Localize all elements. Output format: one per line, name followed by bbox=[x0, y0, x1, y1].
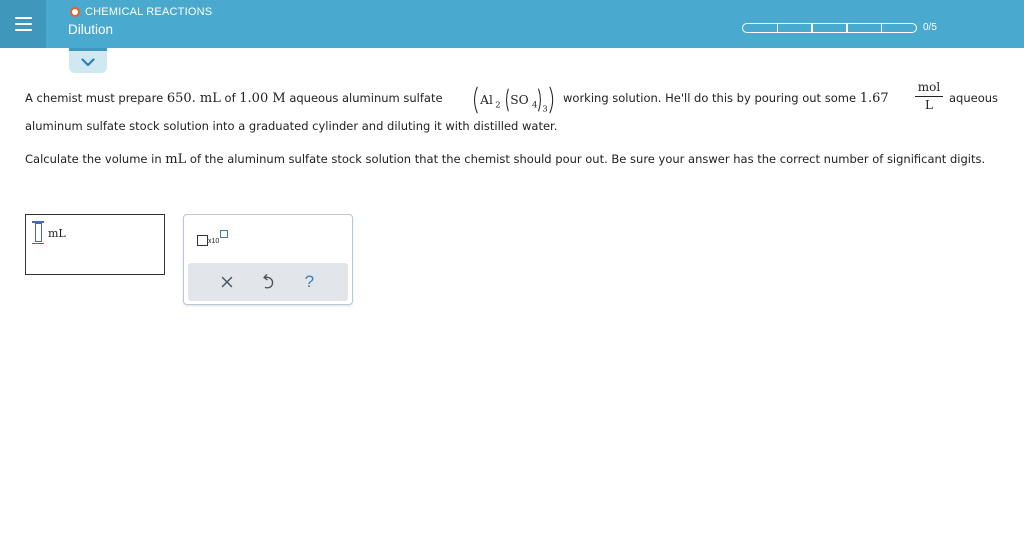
question-line-1: A chemist must prepare 650. mL of 1.00 M aqueous aluminum sulfate bbox=[25, 91, 443, 106]
expand-tab-button[interactable] bbox=[69, 48, 107, 73]
answer-unit: mL bbox=[48, 227, 66, 240]
topic-status-dot bbox=[70, 7, 80, 17]
unit-numerator: mol bbox=[917, 80, 941, 94]
hamburger-icon bbox=[15, 17, 32, 19]
question-line-1-continued: working solution. He'll do this by pouring out some 1.67 bbox=[563, 91, 889, 106]
progress-segment bbox=[811, 23, 847, 33]
help-button[interactable] bbox=[298, 271, 320, 293]
text-cursor-icon bbox=[35, 223, 42, 242]
volume-value: 650. mL bbox=[166, 91, 221, 106]
close-icon bbox=[221, 276, 233, 288]
mantissa-box-icon bbox=[197, 235, 208, 246]
question-instruction: Calculate the volume in mL of the aluminum sulfate stock solution that the chemist should pour out. Be sure your answer has the correct number of significant digits. bbox=[25, 152, 986, 167]
tool-button-row bbox=[188, 263, 348, 301]
formula-o-subscript: 4 bbox=[531, 99, 538, 110]
progress-bar bbox=[742, 23, 917, 33]
clear-button[interactable] bbox=[216, 271, 238, 293]
chevron-down-icon bbox=[81, 58, 95, 67]
menu-button[interactable] bbox=[0, 0, 46, 48]
help-icon: ? bbox=[304, 272, 315, 291]
lesson-title: Dilution bbox=[68, 22, 114, 37]
top-bar bbox=[0, 0, 1024, 48]
formula-al-subscript: 2 bbox=[495, 99, 501, 110]
question-line-1-end: aqueous bbox=[949, 91, 999, 105]
math-tool-panel bbox=[183, 214, 353, 305]
formula-so: SO bbox=[510, 92, 529, 107]
formula-al: Al bbox=[480, 92, 493, 107]
x10-label: x10 bbox=[208, 238, 220, 245]
progress-segment bbox=[846, 23, 882, 33]
unit-fraction bbox=[914, 80, 944, 113]
topic-label: CHEMICAL REACTIONS bbox=[85, 6, 213, 18]
chemical-formula bbox=[469, 84, 561, 116]
undo-button[interactable] bbox=[257, 271, 279, 293]
progress-segment bbox=[742, 23, 778, 33]
answer-input[interactable] bbox=[25, 214, 165, 275]
progress-text: 0/5 bbox=[923, 22, 937, 33]
molarity-value: 1.00 M bbox=[239, 91, 286, 106]
instruction-unit: mL bbox=[165, 152, 187, 167]
undo-icon bbox=[261, 274, 275, 290]
topic-header bbox=[70, 6, 212, 18]
stock-concentration: 1.67 bbox=[859, 91, 889, 106]
fraction-bar bbox=[915, 96, 943, 97]
progress-segment bbox=[881, 23, 917, 33]
exponent-box-icon bbox=[220, 230, 228, 238]
question-line-2: aluminum sulfate stock solution into a graduated cylinder and diluting it with distilled water. bbox=[25, 119, 558, 133]
unit-denominator: L bbox=[925, 98, 933, 112]
progress-segment bbox=[777, 23, 813, 33]
scientific-notation-button[interactable] bbox=[197, 230, 231, 248]
formula-group-subscript: 3 bbox=[542, 103, 548, 114]
